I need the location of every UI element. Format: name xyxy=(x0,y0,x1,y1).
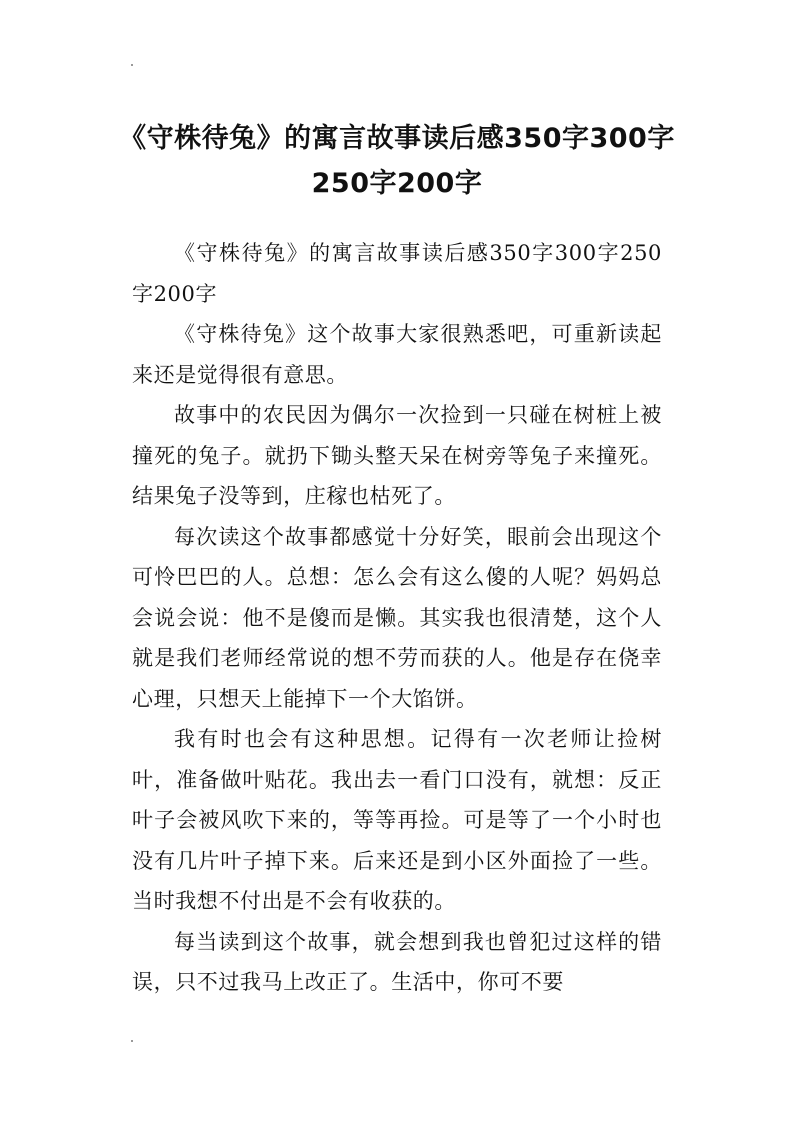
document-title: 《守株待兔》的寓言故事读后感350字300字250字200字 xyxy=(119,123,675,200)
scan-mark xyxy=(131,1040,133,1042)
body-paragraph: 我有时也会有这种思想。记得有一次老师让捡树叶，准备做叶贴花。我出去一看门口没有，就想：反正叶子会被风吹下来的，等等再捡。可是等了一个小时也没有几片叶子掉下来。后来还是到小区外面捡了一些。当时我想不付出是不会有收获的。 xyxy=(132,727,662,913)
body-paragraph: 每次读这个故事都感觉十分好笑，眼前会出现这个可怜巴巴的人。总想：怎么会有这么傻的人呢？妈妈总会说会说：他不是傻而是懒。其实我也很清楚，这个人就是我们老师经常说的想不劳而获的人。他是存在侥幸心理，只想天上能掉下一个大馅饼。 xyxy=(132,524,662,711)
scan-mark xyxy=(131,64,133,66)
document-body xyxy=(132,233,662,1003)
body-paragraph: 《守株待兔》这个故事大家很熟悉吧，可重新读起来还是觉得很有意思。 xyxy=(132,322,662,387)
body-paragraph: 故事中的农民因为偶尔一次捡到一只碰在树桩上被撞死的兔子。就扔下锄头整天呆在树旁等兔子来撞死。结果兔子没等到，庄稼也枯死了。 xyxy=(132,403,662,508)
body-paragraph: 每当读到这个故事，就会想到我也曾犯过这样的错误，只不过我马上改正了。生活中，你可不要 xyxy=(132,929,662,994)
body-paragraph: 《守株待兔》的寓言故事读后感350字300字250字200字 xyxy=(132,241,662,306)
